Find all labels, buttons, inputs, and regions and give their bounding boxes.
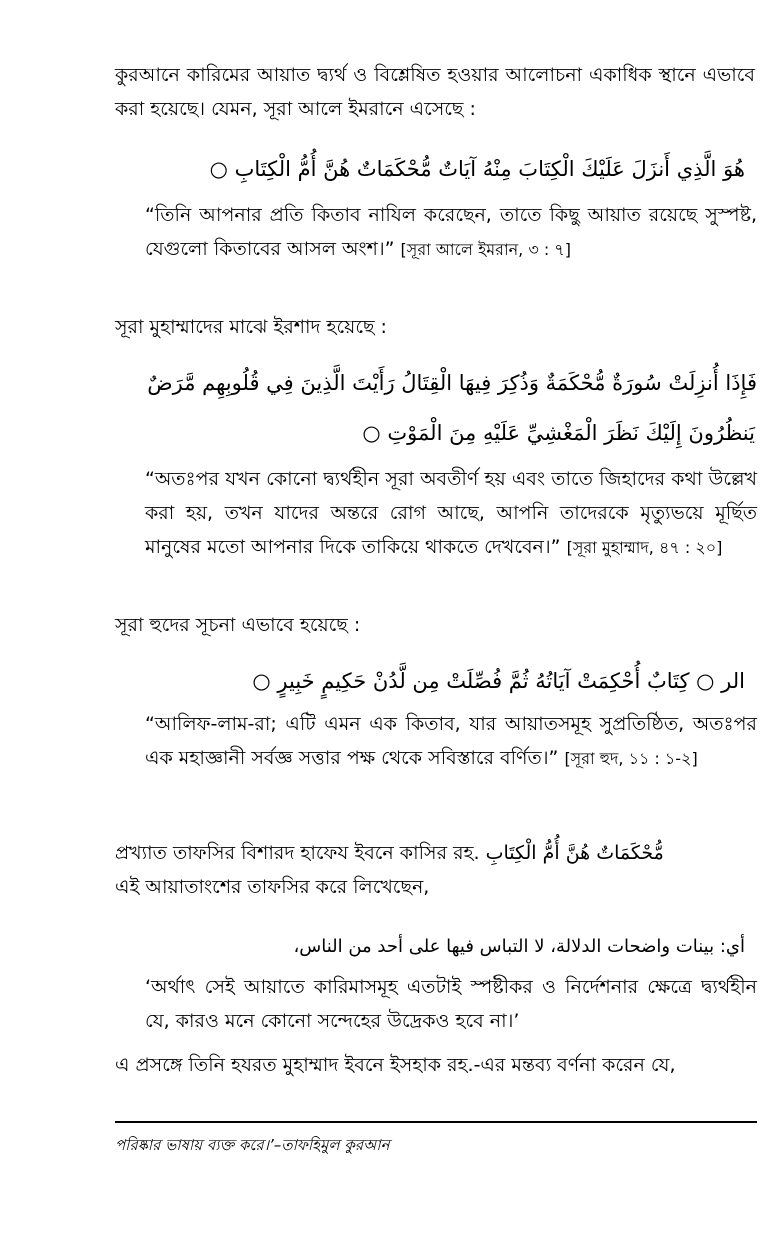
- paragraph-5: এ প্রসঙ্গে তিনি হযরত মুহাম্মাদ ইবনে ইসহাক রহ.-এর মন্তব্য বর্ণনা করেন যে,: [115, 1054, 676, 1076]
- verse-2-citation: [সূরা মুহাম্মাদ, ৪৭ : ২০]: [566, 538, 723, 557]
- footnote-divider: [115, 1121, 757, 1123]
- verse-3-translation-text: “আলিফ-লাম-রা; এটি এমন এক কিতাব, যার আয়াতসমূহ সুপ্রতিষ্ঠিত, অতঃপর এক মহাজ্ঞানী সর্বজ্ঞ সত্তার পক্ষ থেকে সবিস্তারে বর্ণিত।”: [145, 713, 757, 769]
- paragraph-4-arabic: مُّحْكَمَاتٌ هُنَّ أُمُّ الْكِتَابِ: [485, 842, 664, 864]
- paragraph-4-text: প্রখ্যাত তাফসির বিশারদ হাফেয ইবনে কাসির রহ.: [115, 842, 480, 864]
- verse-1-translation: [145, 198, 757, 267]
- intro-paragraph: কুরআনে কারিমের আয়াত দ্ব্যর্থ ও বিশ্লেষিত হওয়ার আলোচনা একাধিক স্থানে এভাবে করা হয়েছে। যেমন, সূরা আলে ইমরানে এসেছে :: [115, 64, 755, 120]
- verse-1-citation: [সূরা আলে ইমরান, ৩ : ৭]: [400, 240, 571, 259]
- verse-3-citation: [সূরা হুদ, ১১ : ১-২]: [564, 749, 698, 768]
- verse-3-arabic: الر ○ كِتَابٌ أُحْكِمَتْ آيَاتُهُ ثُمَّ فُصِّلَتْ مِن لَّدُنْ حَكِيمٍ خَبِيرٍ ○: [252, 669, 745, 693]
- footnote: পরিষ্কার ভাষায় ব্যক্ত করে।’–তাফহিমুল কুরআন: [115, 1136, 390, 1154]
- paragraph-4-text-2: এই আয়াতাংশের তাফসির করে লিখেছেন,: [115, 876, 430, 898]
- paragraph-2: সূরা মুহাম্মাদের মাঝে ইরশাদ হয়েছে :: [115, 316, 387, 338]
- verse-2-arabic-line-1: فَإِذَا أُنزِلَتْ سُورَةٌ مُّحْكَمَةٌ وَذُكِرَ فِيهَا الْقِتَالُ رَأَيْتَ الَّذِينَ فِي قُلُوبِهِم مَّرَضٌ: [147, 371, 757, 395]
- paragraph-4: [115, 836, 760, 904]
- quote-arabic: أي: بينات واضحات الدلالة، لا التباس فيها على أحد من الناس،: [293, 936, 745, 957]
- verse-2-arabic-line-2: يَنظُرُونَ إِلَيْكَ نَظَرَ الْمَغْشِيِّ عَلَيْهِ مِنَ الْمَوْتِ ○: [362, 421, 755, 445]
- verse-2-translation: [145, 462, 757, 565]
- quote-translation: ‘অর্থাৎ সেই আয়াতে কারিমাসমূহ এতটাই স্পষ্টীকর ও নির্দেশনার ক্ষেত্রে দ্ব্যর্থহীন যে, কারও মনে কোনো সন্দেহের উদ্রেকও হবে না।’: [145, 976, 757, 1032]
- verse-1-translation-text: “তিনি আপনার প্রতি কিতাব নাযিল করেছেন, তাতে কিছু আয়াত রয়েছে সুস্পষ্ট, যেগুলো কিতাবের আসল অংশ।”: [145, 204, 757, 260]
- verse-3-translation: [145, 707, 757, 776]
- verse-1-arabic: هُوَ الَّذِي أَنزَلَ عَلَيْكَ الْكِتَابَ مِنْهُ آيَاتٌ مُّحْكَمَاتٌ هُنَّ أُمُّ الْكِتَابِ ○: [209, 157, 745, 181]
- paragraph-3: সূরা হুদের সূচনা এভাবে হয়েছে :: [115, 614, 361, 636]
- verse-2-translation-text: “অতঃপর যখন কোনো দ্ব্যর্থহীন সূরা অবতীর্ণ হয় এবং তাতে জিহাদের কথা উল্লেখ করা হয়, তখন যাদের অন্তরে রোগ আছে, আপনি তাদেরকে মৃত্যুভয়ে মূর্ছিত মানুষের মতো আপনার দিকে তাকিয়ে থাকতে দেখবেন।”: [145, 468, 757, 558]
